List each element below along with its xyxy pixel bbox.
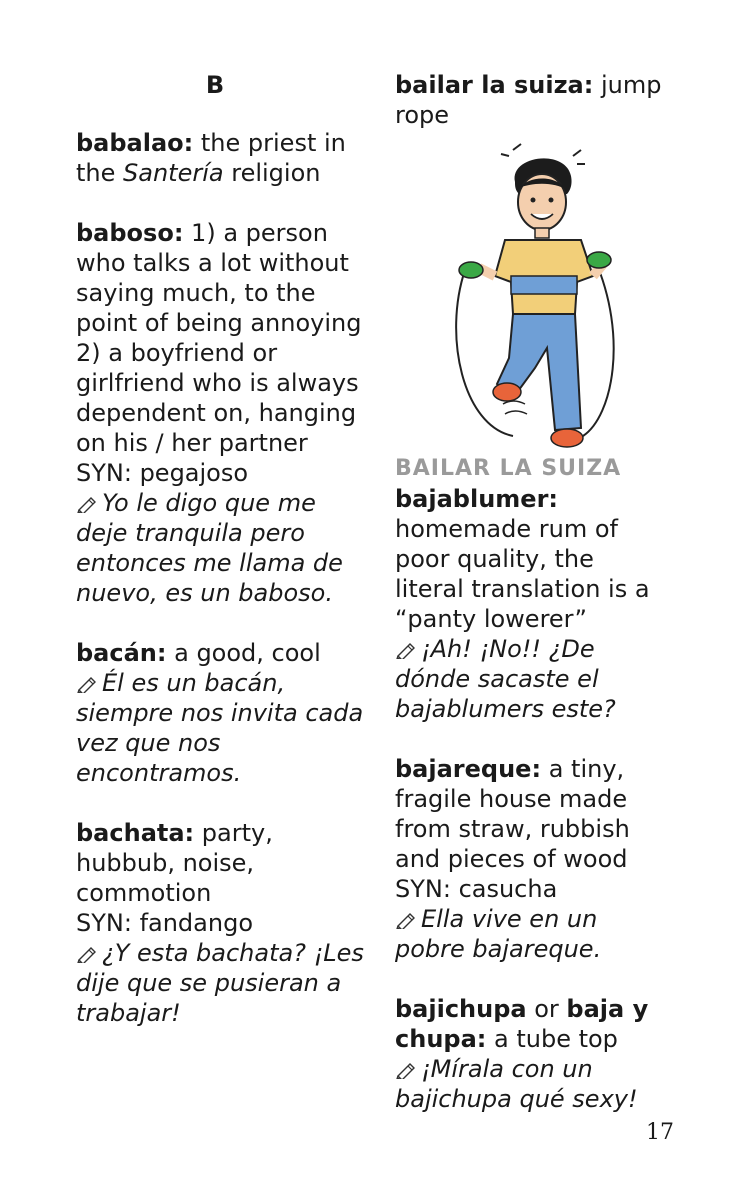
definition: homemade rum of poor quality, the literal translation is a “panty lowerer” [395,515,650,633]
entry-baboso [76,218,366,608]
definition: the priest in the [76,129,346,187]
headword: bajareque: [395,755,542,783]
pencil-icon [76,945,98,963]
headword: baboso: [76,219,184,247]
pencil-icon [395,1061,417,1079]
headword: bailar la suiza: [395,71,594,99]
headword: bacán: [76,639,167,667]
definition: a tiny, fragile house made from straw, rubbish and pieces of wood [395,755,630,873]
entry-bailar-la-suiza [395,70,665,130]
connector: or [526,995,567,1023]
left-column [76,70,366,1058]
example [76,668,366,788]
example-text: ¡Ah! ¡No!! ¿De dónde sacaste el bajablumers este? [395,635,616,723]
headword: bajablumer: [395,485,559,513]
illustration-caption: BAILAR LA SUIZA [395,456,622,481]
example-text: Ella vive en un pobre bajareque. [395,905,602,963]
entry-babalao [76,128,366,188]
pencil-icon [76,495,98,513]
example [76,488,366,608]
boy-jumping-rope-illustration [443,136,633,452]
example [76,938,366,1028]
entry-bachata [76,818,366,1028]
example [395,634,665,724]
headword: bajichupa [395,995,527,1023]
example-text: Yo le digo que me deje tranquila pero entonces me llama de nuevo, es un baboso. [76,489,343,607]
headword: baja y chupa: [395,995,649,1053]
definition: a good, cool [166,639,321,667]
synonym: SYN: fandango [76,909,253,937]
example-text: ¡Mírala con un bajichupa qué sexy! [395,1055,638,1113]
pencil-icon [395,641,417,659]
page-number: 17 [646,1120,674,1145]
headword: babalao: [76,129,194,157]
pencil-icon [76,675,98,693]
definition: religion [223,159,321,187]
entry-bajareque [395,754,665,964]
definition: a tube top [486,1025,618,1053]
example [395,904,665,964]
definition: 1) a person who talks a lot without saying much, to the point of being annoying 2) a boyfriend or girlfriend who is always dependent on, hanging on his / her partner [76,219,362,457]
entry-bajichupa [395,994,665,1114]
definition-italic: Santería [123,159,224,187]
section-letter: B [205,71,225,99]
example-text: Él es un bacán, siempre nos invita cada vez que nos encontramos. [76,669,364,787]
example [395,1054,665,1114]
pencil-icon [395,911,417,929]
entry-bajablumer [395,484,665,724]
entry-bacan [76,638,366,788]
definition: jump rope [395,71,662,129]
synonym: SYN: casucha [395,875,558,903]
synonym: SYN: pegajoso [76,459,249,487]
definition: party, hubbub, noise, commotion [76,819,273,907]
right-column [395,70,665,1144]
example-text: ¿Y esta bachata? ¡Les dije que se pusieran a trabajar! [76,939,364,1027]
headword: bachata: [76,819,195,847]
